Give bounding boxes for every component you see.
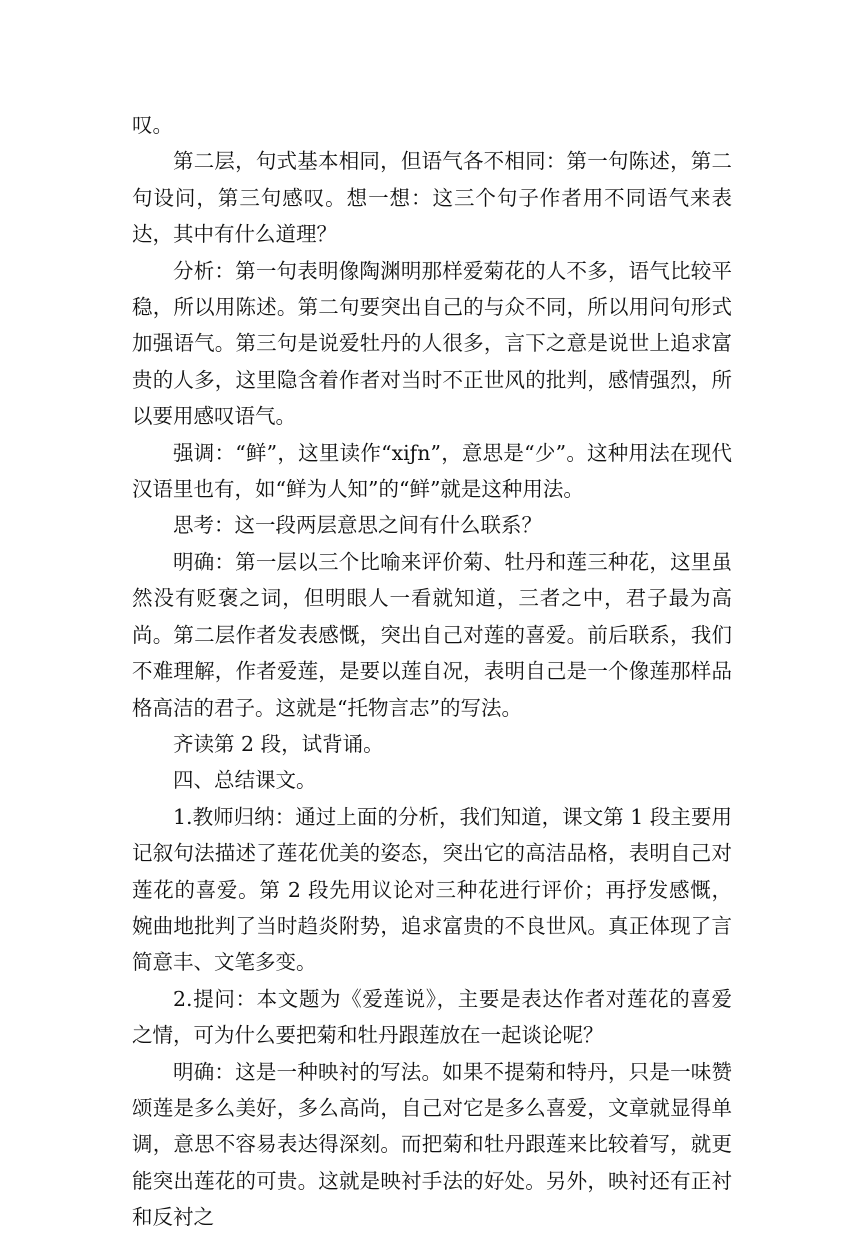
- paragraph-continuation: 叹。: [132, 113, 173, 137]
- paragraph-second-layer: 第二层，句式基本相同，但语气各不相同：第一句陈述，第二句设问，第三句感叹。想一想：这三个句子作者用不同语气来表达，其中有什么道理？: [132, 149, 732, 247]
- paragraph-clarification: 明确：第一层以三个比喻来评价菊、牡丹和莲三种花，这里虽然没有贬褒之词，但明眼人一看就知道，三者之中，君子最为高尚。第二层作者发表感慨，突出自己对莲的喜爱。前后联系，我们不难理解，作者爱莲，是要以莲自况，表明自己是一个像莲那样品格高洁的君子。这就是“托物言志”的写法。: [132, 549, 732, 720]
- paragraph-recite: 齐读第 2 段，试背诵。: [173, 731, 384, 756]
- document-page: [132, 107, 732, 1236]
- paragraph-contrast-answer: 明确：这是一种映衬的写法。如果不提菊和特丹，只是一味赞颂莲是多么美好，多么高尚，自己对它是多么喜爱，文章就显得单调，意思不容易表达得深刻。而把菊和牡丹跟莲来比较着写，就更能突出莲花的可贵。这就是映衬手法的好处。另外，映衬还有正衬和反衬之: [132, 1059, 732, 1230]
- paragraph-teacher-summary: 1.教师归纳：通过上面的分析，我们知道，课文第 1 段主要用记叙句法描述了莲花优美的姿态，突出它的高洁品格，表明自己对莲花的喜爱。第 2 段先用议论对三种花进行评价；再抒发感慨，婉曲地批判了当时趋炎附势，追求富贵的不良世风。真正体现了言简意丰、文笔多变。: [132, 804, 732, 975]
- paragraph-emphasis: 强调：“鲜”，这里读作“xiƒn”，意思是“少”。这种用法在现代汉语里也有，如“鲜为人知”的“鲜”就是这种用法。: [132, 440, 732, 502]
- paragraph-question: 2.提问：本文题为《爱莲说》，主要是表达作者对莲花的喜爱之情，可为什么要把菊和牡丹跟莲放在一起谈论呢？: [132, 986, 732, 1048]
- section-heading-summary: 四、总结课文。: [173, 768, 317, 793]
- paragraph-thinking: 思考：这一段两层意思之间有什么联系？: [173, 513, 542, 538]
- paragraph-analysis: 分析：第一句表明像陶渊明那样爱菊花的人不多，语气比较平稳，所以用陈述。第二句要突出自己的与众不同，所以用问句形式加强语气。第三句是说爱牡丹的人很多，言下之意是说世上追求富贵的人多，这里隐含着作者对当时不正世风的批判，感情强烈，所以要用感叹语气。: [132, 258, 732, 429]
